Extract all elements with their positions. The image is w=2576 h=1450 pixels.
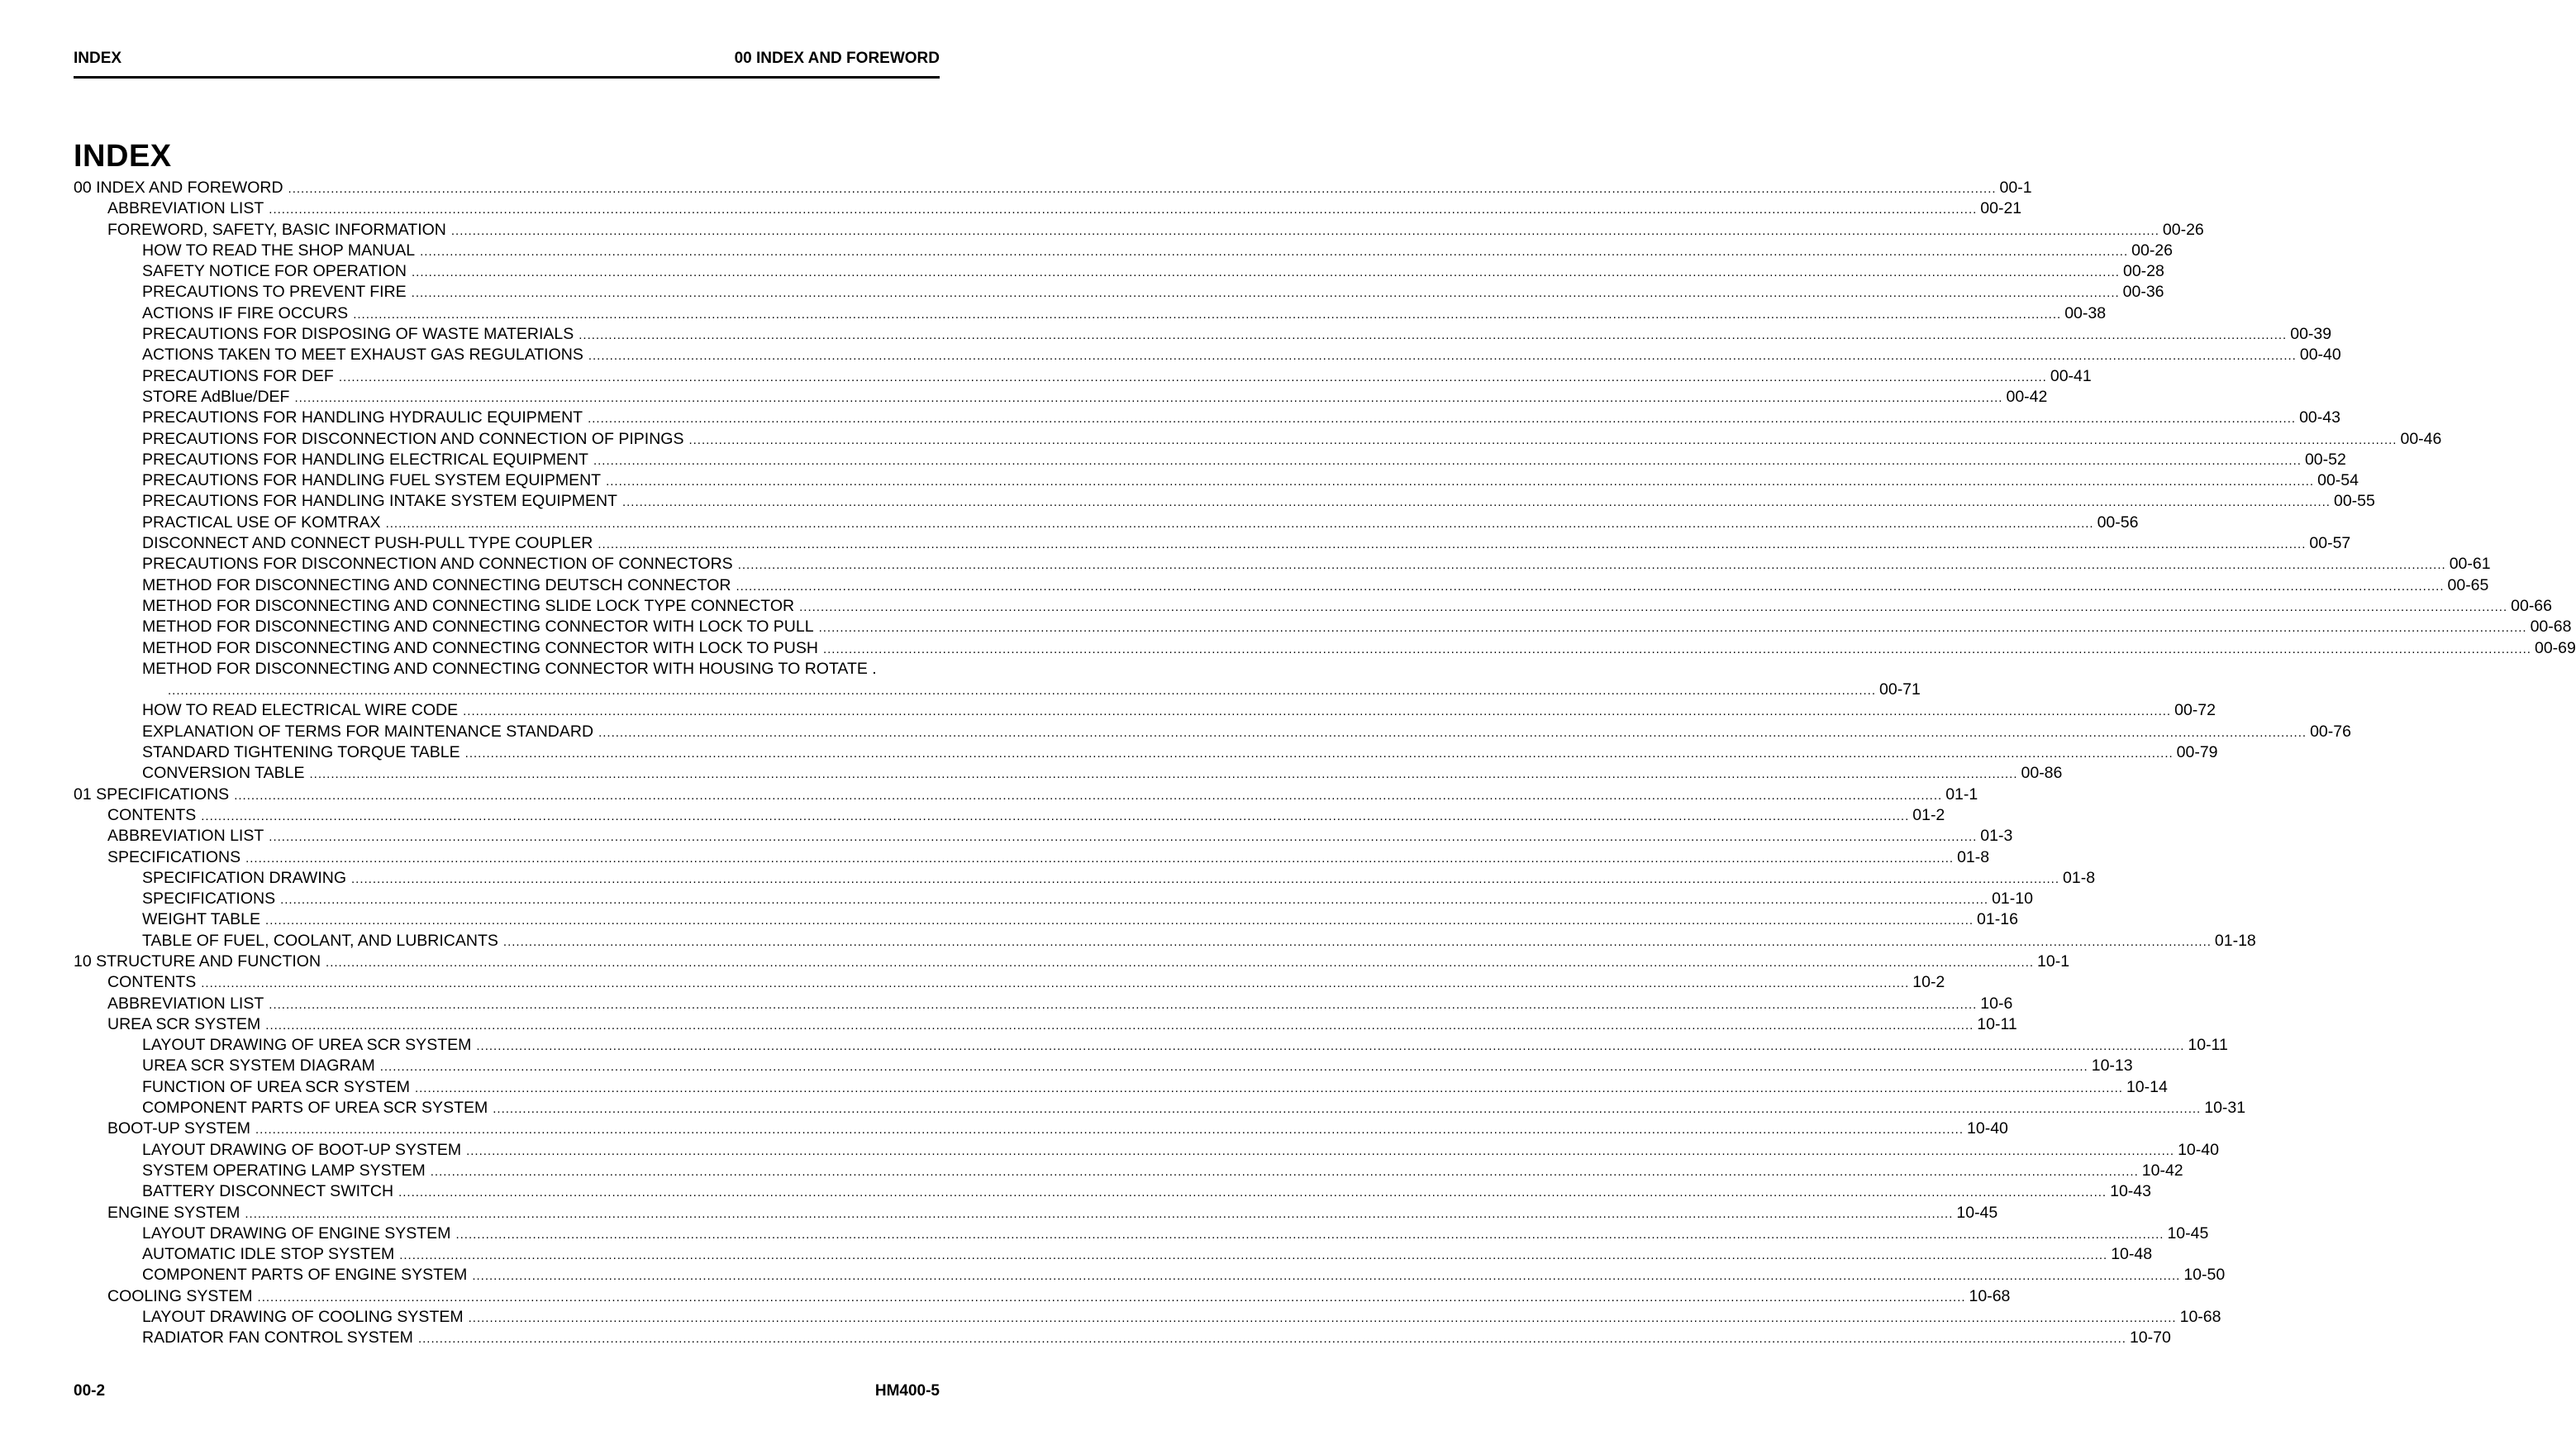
entry-title: HOW TO READ THE SHOP MANUAL (142, 241, 416, 260)
entry-page: 10-11 (1977, 1014, 2017, 1033)
entry-title: PRECAUTIONS FOR DISPOSING OF WASTE MATERIALS (142, 325, 574, 344)
entry-page: 00-43 (2299, 408, 2340, 427)
entry-page: 10-42 (2141, 1161, 2183, 1180)
index-entry[interactable] (74, 889, 2033, 909)
dot-leader: ................................................................................................................................................................................................................................................................................................................................................................................................................ (269, 830, 1978, 845)
entry-title: METHOD FOR DISCONNECTING AND CONNECTING SLIDE LOCK TYPE CONNECTOR (142, 596, 795, 615)
entry-page: 01-8 (2063, 868, 2096, 887)
dot-leader: ................................................................................................................................................................................................................................................................................................................................................................................................................ (737, 558, 2446, 573)
entry-page: 00-40 (2299, 346, 2341, 365)
dot-leader: ................................................................................................................................................................................................................................................................................................................................................................................................................ (420, 244, 2129, 259)
entry-title: TABLE OF FUEL, COOLANT, AND LUBRICANTS (142, 931, 498, 950)
entry-title: COOLING SYSTEM (107, 1286, 253, 1305)
entry-page: 01-1 (1945, 785, 1978, 804)
index-entry[interactable] (74, 826, 2013, 847)
entry-title: CONTENTS (107, 805, 197, 824)
entry-page: 10-6 (1980, 994, 2013, 1013)
entry-page: 00-69 (2534, 638, 2576, 657)
entry-page: 00-71 (1879, 680, 1921, 699)
entry-page: 10-68 (2179, 1308, 2221, 1327)
entry-title: ENGINE SYSTEM (107, 1203, 240, 1222)
dot-leader: ................................................................................................................................................................................................................................................................................................................................................................................................................ (455, 1227, 2164, 1242)
entry-title: PRECAUTIONS FOR DEF (142, 366, 334, 385)
dot-leader: ................................................................................................................................................................................................................................................................................................................................................................................................................ (309, 767, 2018, 782)
entry-title: STORE AdBlue/DEF (142, 387, 290, 406)
index-entry[interactable] (74, 659, 940, 680)
entry-page: 00-57 (2309, 534, 2351, 553)
dot-leader: ................................................................................................................................................................................................................................................................................................................................................................................................................ (588, 349, 2297, 364)
dot-leader: ................................................................................................................................................................................................................................................................................................................................................................................................................ (598, 537, 2307, 552)
entry-title: ACTIONS IF FIRE OCCURS (142, 303, 349, 322)
index-entry[interactable] (74, 345, 2341, 365)
entry-title: LAYOUT DRAWING OF BOOT-UP SYSTEM (142, 1140, 462, 1159)
entry-title: BATTERY DISCONNECT SWITCH (142, 1182, 394, 1201)
dot-leader: ................................................................................................................................................................................................................................................................................................................................................................................................................ (417, 1332, 2126, 1347)
entry-title: PRECAUTIONS FOR DISCONNECTION AND CONNECTION OF CONNECTORS (142, 555, 733, 574)
dot-leader: ................................................................................................................................................................................................................................................................................................................................................................................................................ (257, 1290, 1966, 1305)
entry-title: PRECAUTIONS FOR HANDLING ELECTRICAL EQUIPMENT (142, 450, 588, 469)
entry-page: 10-40 (2178, 1140, 2219, 1159)
entry-title: METHOD FOR DISCONNECTING AND CONNECTING CONNECTOR WITH LOCK TO PUSH (142, 638, 818, 657)
entry-page: 10-45 (2167, 1223, 2209, 1243)
dot-leader: ................................................................................................................................................................................................................................................................................................................................................................................................................ (588, 412, 2297, 427)
index-entry[interactable] (74, 470, 2359, 491)
index-entry[interactable] (74, 1098, 2246, 1119)
entry-title: ABBREVIATION LIST (107, 199, 264, 218)
index-entry[interactable] (74, 868, 2096, 889)
entry-page: 00-26 (2162, 220, 2204, 239)
entry-title: 00 INDEX AND FOREWORD (74, 179, 283, 197)
index-entry[interactable] (74, 575, 2489, 596)
entry-page: 10-43 (2110, 1182, 2151, 1201)
index-entry[interactable] (74, 763, 2063, 784)
entry-page: 00-54 (2317, 471, 2359, 490)
entry-page: 00-39 (2290, 325, 2332, 344)
model-number: HM400-5 (874, 1382, 940, 1400)
dot-leader: ................................................................................................................................................................................................................................................................................................................................................................................................................ (799, 599, 2508, 614)
dot-leader: ................................................................................................................................................................................................................................................................................................................................................................................................................ (411, 265, 2120, 280)
entry-page: 10-2 (1912, 973, 1945, 992)
entry-title: PRECAUTIONS FOR HANDLING INTAKE SYSTEM EQUIPMENT (142, 492, 617, 511)
dot-leader: ................................................................................................................................................................................................................................................................................................................................................................................................................ (288, 182, 1997, 196)
header-section-label: INDEX (74, 50, 122, 67)
index-entry[interactable] (74, 1328, 2171, 1348)
dot-leader: ................................................................................................................................................................................................................................................................................................................................................................................................................ (593, 453, 2302, 468)
entry-page: 00-1 (1999, 179, 2032, 197)
dot-leader: ................................................................................................................................................................................................................................................................................................................................................................................................................ (280, 893, 1989, 908)
entry-title: LAYOUT DRAWING OF ENGINE SYSTEM (142, 1223, 451, 1243)
entry-page: 00-68 (2530, 618, 2572, 637)
entry-page: 00-26 (2131, 241, 2173, 260)
index-entry[interactable] (74, 1203, 1998, 1223)
dot-leader: ................................................................................................................................................................................................................................................................................................................................................................................................................ (234, 788, 1943, 803)
entry-page: 00-72 (2174, 701, 2216, 720)
entry-page: 01-16 (1977, 910, 2018, 929)
entry-page: 00-38 (2064, 303, 2107, 322)
index-entry[interactable] (74, 241, 2173, 261)
entry-title: HOW TO READ ELECTRICAL WIRE CODE (142, 701, 459, 720)
entry-page: 01-18 (2214, 931, 2256, 950)
entry-page: 10-70 (2129, 1328, 2171, 1347)
index-entry[interactable] (74, 324, 2332, 345)
index-entry[interactable] (74, 596, 2552, 617)
entry-title: UREA SCR SYSTEM DIAGRAM (142, 1056, 375, 1076)
page-header (74, 48, 940, 79)
dot-leader: ................................................................................................................................................................................................................................................................................................................................................................................................................ (688, 432, 2397, 447)
dot-leader: ................................................................................................................................................................................................................................................................................................................................................................................................................ (201, 808, 1910, 823)
entry-page: 10-50 (2183, 1266, 2226, 1285)
index-entry[interactable] (74, 742, 2218, 763)
dot-leader: ................................................................................................................................................................................................................................................................................................................................................................................................................ (294, 390, 2003, 405)
dot-leader: ................................................................................................................................................................................................................................................................................................................................................................................................................ (502, 934, 2212, 949)
entry-title: METHOD FOR DISCONNECTING AND CONNECTING CONNECTOR WITH HOUSING TO ROTATE . (142, 659, 877, 678)
entry-title: METHOD FOR DISCONNECTING AND CONNECTING DEUTSCH CONNECTOR (142, 575, 731, 594)
entry-page: 01-8 (1957, 847, 1990, 866)
entry-page: 01-3 (1980, 827, 2013, 846)
entry-title: RADIATOR FAN CONTROL SYSTEM (142, 1328, 413, 1347)
entry-page: 10-1 (2037, 952, 2070, 971)
entry-title: 01 SPECIFICATIONS (74, 785, 230, 804)
index-entry[interactable] (74, 1119, 2008, 1139)
entry-page: 10-40 (1967, 1119, 2008, 1138)
dot-leader: ................................................................................................................................................................................................................................................................................................................................................................................................................ (621, 495, 2331, 510)
entry-title: STANDARD TIGHTENING TORQUE TABLE (142, 743, 460, 762)
index-list (74, 178, 2576, 1349)
dot-leader: ................................................................................................................................................................................................................................................................................................................................................................................................................ (411, 286, 2120, 301)
dot-leader: ................................................................................................................................................................................................................................................................................................................................................................................................................ (265, 1018, 1974, 1033)
index-entry[interactable] (74, 805, 1945, 826)
dot-leader: ................................................................................................................................................................................................................................................................................................................................................................................................................ (201, 976, 1910, 991)
index-entry[interactable] (74, 972, 1945, 993)
dot-leader: ................................................................................................................................................................................................................................................................................................................................................................................................................ (168, 684, 1876, 699)
index-entry[interactable] (74, 638, 2576, 659)
entry-page: 00-42 (2006, 387, 2048, 406)
entry-page: 00-65 (2447, 575, 2489, 594)
dot-leader: ................................................................................................................................................................................................................................................................................................................................................................................................................ (468, 1311, 2177, 1326)
index-entry[interactable] (74, 533, 2351, 554)
index-entry[interactable] (74, 282, 2164, 303)
entry-title: EXPLANATION OF TERMS FOR MAINTENANCE STANDARD (142, 722, 594, 741)
entry-page: 10-48 (2111, 1245, 2153, 1264)
index-entry[interactable] (74, 554, 2491, 575)
entry-title: UREA SCR SYSTEM (107, 1014, 261, 1033)
dot-leader: ................................................................................................................................................................................................................................................................................................................................................................................................................ (466, 1143, 2175, 1158)
entry-title: SAFETY NOTICE FOR OPERATION (142, 262, 407, 281)
dot-leader: ................................................................................................................................................................................................................................................................................................................................................................................................................ (579, 328, 2288, 343)
index-entry[interactable] (74, 931, 2256, 952)
entry-title: PRACTICAL USE OF KOMTRAX (142, 513, 381, 532)
entry-page: 00-21 (1980, 199, 2022, 218)
index-entry[interactable] (74, 847, 1990, 868)
entry-page: 00-46 (2400, 429, 2442, 448)
entry-title: COMPONENT PARTS OF UREA SCR SYSTEM (142, 1099, 488, 1118)
entry-page: 00-79 (2176, 743, 2218, 762)
entry-title: SPECIFICATION DRAWING (142, 868, 347, 887)
dot-leader: ................................................................................................................................................................................................................................................................................................................................................................................................................ (472, 1269, 2181, 1284)
index-entry[interactable] (74, 1035, 2228, 1056)
index-entry[interactable] (74, 952, 2070, 972)
entry-title: LAYOUT DRAWING OF UREA SCR SYSTEM (142, 1036, 472, 1055)
entry-page: 10-14 (2126, 1077, 2168, 1096)
index-entry[interactable] (74, 408, 2340, 428)
index-entry[interactable] (74, 198, 2022, 219)
entry-page: 00-86 (2021, 764, 2063, 783)
dot-leader: ................................................................................................................................................................................................................................................................................................................................................................................................................ (606, 475, 2315, 489)
entry-title: SPECIFICATIONS (142, 890, 276, 909)
index-entry[interactable] (74, 1307, 2221, 1328)
entry-title: CONTENTS (107, 973, 197, 992)
index-entry[interactable] (74, 1056, 2133, 1076)
entry-page: 00-36 (2122, 283, 2164, 302)
index-entry[interactable] (74, 387, 2048, 408)
dot-leader: ................................................................................................................................................................................................................................................................................................................................................................................................................ (379, 1060, 2088, 1075)
index-entry[interactable] (74, 994, 2013, 1014)
entry-page: 10-45 (1956, 1203, 1998, 1222)
entry-page: 10-68 (1969, 1286, 2011, 1305)
entry-title: 10 STRUCTURE AND FUNCTION (74, 952, 321, 971)
entry-title: BOOT-UP SYSTEM (107, 1119, 251, 1138)
entry-title: METHOD FOR DISCONNECTING AND CONNECTING CONNECTOR WITH LOCK TO PULL (142, 618, 814, 637)
index-entry[interactable] (74, 513, 2139, 533)
entry-page: 00-56 (2097, 513, 2139, 532)
entry-page: 00-41 (2050, 366, 2092, 385)
header-chapter-label: 00 INDEX AND FOREWORD (734, 50, 940, 67)
dot-leader: ................................................................................................................................................................................................................................................................................................................................................................................................................ (265, 913, 1974, 928)
entry-page: 01-2 (1912, 805, 1945, 824)
entry-title: ABBREVIATION LIST (107, 827, 264, 846)
entry-page: 00-55 (2333, 492, 2375, 511)
index-entry[interactable] (74, 450, 2346, 470)
page-number: 00-2 (74, 1382, 106, 1400)
entry-title: PRECAUTIONS FOR HANDLING HYDRAULIC EQUIPMENT (142, 408, 583, 427)
dot-leader: ................................................................................................................................................................................................................................................................................................................................................................................................................ (736, 579, 2445, 594)
entry-title: SPECIFICATIONS (107, 847, 241, 866)
dot-leader: ................................................................................................................................................................................................................................................................................................................................................................................................................ (818, 621, 2527, 636)
dot-leader: ................................................................................................................................................................................................................................................................................................................................................................................................................ (464, 746, 2174, 761)
entry-title: ACTIONS TAKEN TO MEET EXHAUST GAS REGULATIONS (142, 346, 583, 365)
dot-leader: ................................................................................................................................................................................................................................................................................................................................................................................................................ (338, 370, 2047, 384)
index-entry[interactable] (74, 617, 2572, 637)
dot-leader: ................................................................................................................................................................................................................................................................................................................................................................................................................ (351, 871, 2060, 886)
entry-title: ABBREVIATION LIST (107, 994, 264, 1013)
dot-leader: ................................................................................................................................................................................................................................................................................................................................................................................................................ (326, 955, 2035, 970)
index-entry[interactable] (74, 680, 1921, 700)
page-title: INDEX (74, 139, 172, 174)
entry-title: FOREWORD, SAFETY, BASIC INFORMATION (107, 220, 446, 239)
dot-leader: ................................................................................................................................................................................................................................................................................................................................................................................................................ (430, 1164, 2139, 1179)
entry-page: 10-11 (2188, 1036, 2228, 1055)
entry-title: PRECAUTIONS FOR DISCONNECTION AND CONNECTION OF PIPINGS (142, 429, 684, 448)
entry-page: 00-52 (2304, 450, 2346, 469)
dot-leader: ................................................................................................................................................................................................................................................................................................................................................................................................................ (598, 725, 2307, 740)
entry-page: 00-61 (2449, 555, 2491, 574)
entry-page: 10-31 (2204, 1099, 2246, 1118)
index-entry[interactable] (74, 1014, 2017, 1035)
index-entry[interactable] (74, 1223, 2209, 1244)
dot-leader: ................................................................................................................................................................................................................................................................................................................................................................................................................ (450, 223, 2159, 238)
dot-leader: ................................................................................................................................................................................................................................................................................................................................................................................................................ (245, 1206, 1954, 1221)
index-entry[interactable] (74, 491, 2375, 512)
index-entry[interactable] (74, 909, 2018, 930)
index-entry[interactable] (74, 366, 2092, 387)
entry-page: 00-28 (2122, 262, 2164, 281)
dot-leader: ................................................................................................................................................................................................................................................................................................................................................................................................................ (255, 1123, 1964, 1138)
dot-leader: ................................................................................................................................................................................................................................................................................................................................................................................................................ (398, 1185, 2107, 1200)
dot-leader: ................................................................................................................................................................................................................................................................................................................................................................................................................ (385, 516, 2094, 531)
entry-title: CONVERSION TABLE (142, 764, 305, 783)
entry-title: SYSTEM OPERATING LAMP SYSTEM (142, 1161, 426, 1180)
index-entry[interactable] (74, 1140, 2219, 1161)
entry-title: LAYOUT DRAWING OF COOLING SYSTEM (142, 1308, 464, 1327)
dot-leader: ................................................................................................................................................................................................................................................................................................................................................................................................................ (269, 997, 1978, 1012)
entry-title: PRECAUTIONS FOR HANDLING FUEL SYSTEM EQUIPMENT (142, 471, 602, 490)
dot-leader: ................................................................................................................................................................................................................................................................................................................................................................................................................ (399, 1248, 2108, 1263)
index-entry[interactable] (74, 261, 2164, 282)
entry-title: FUNCTION OF UREA SCR SYSTEM (142, 1077, 410, 1096)
index-entry[interactable] (74, 178, 2032, 198)
index-entry[interactable] (74, 1265, 2226, 1285)
dot-leader: ................................................................................................................................................................................................................................................................................................................................................................................................................ (493, 1102, 2202, 1117)
entry-title: COMPONENT PARTS OF ENGINE SYSTEM (142, 1266, 468, 1285)
index-entry[interactable] (74, 429, 2442, 450)
index-entry[interactable] (74, 1244, 2153, 1265)
index-entry[interactable] (74, 303, 2107, 324)
entry-title: AUTOMATIC IDLE STOP SYSTEM (142, 1245, 395, 1264)
dot-leader: ................................................................................................................................................................................................................................................................................................................................................................................................................ (414, 1080, 2123, 1095)
dot-leader: ................................................................................................................................................................................................................................................................................................................................................................................................................ (476, 1039, 2185, 1054)
index-entry[interactable] (74, 1077, 2168, 1098)
index-entry[interactable] (74, 1286, 2011, 1307)
entry-page: 01-10 (1992, 890, 2033, 909)
dot-leader: ................................................................................................................................................................................................................................................................................................................................................................................................................ (269, 203, 1978, 217)
index-entry[interactable] (74, 1181, 2151, 1202)
index-entry[interactable] (74, 785, 1978, 805)
index-entry[interactable] (74, 220, 2204, 241)
index-entry[interactable] (74, 700, 2216, 721)
index-entry[interactable] (74, 722, 2351, 742)
dot-leader: ................................................................................................................................................................................................................................................................................................................................................................................................................ (822, 642, 2531, 656)
index-entry[interactable] (74, 1161, 2183, 1181)
dot-leader: ................................................................................................................................................................................................................................................................................................................................................................................................................ (353, 307, 2062, 322)
entry-page: 00-76 (2310, 722, 2351, 741)
entry-page: 00-66 (2511, 596, 2552, 615)
entry-page: 10-13 (2091, 1056, 2133, 1076)
dot-leader: ................................................................................................................................................................................................................................................................................................................................................................................................................ (463, 704, 2172, 719)
entry-title: DISCONNECT AND CONNECT PUSH-PULL TYPE COUPLER (142, 534, 593, 553)
entry-title: WEIGHT TABLE (142, 910, 261, 929)
entry-title: PRECAUTIONS TO PREVENT FIRE (142, 283, 407, 302)
dot-leader: ................................................................................................................................................................................................................................................................................................................................................................................................................ (245, 851, 1955, 866)
